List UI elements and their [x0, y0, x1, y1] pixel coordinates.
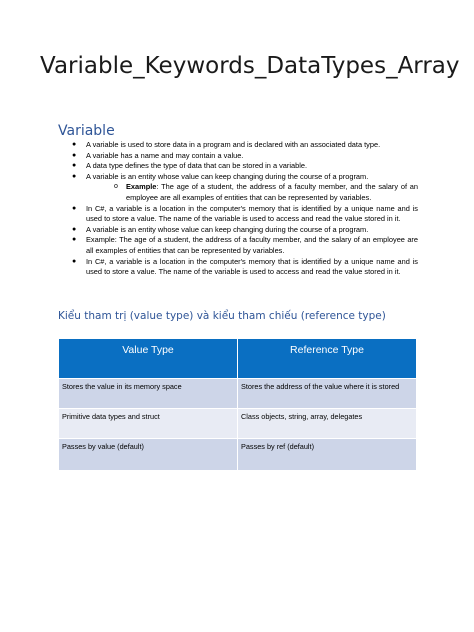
- table-cell: Class objects, string, array, delegates: [238, 409, 417, 439]
- bullet-icon: ●: [72, 162, 77, 170]
- list-item: ● A variable is an entity whose value can keep changing during the course of a program.: [72, 171, 369, 181]
- list-item: o Example: The age of a student, the address of a faculty member, and the salary of an employee are all examples of entities that can be represented by variables.: [114, 182, 418, 202]
- circle-bullet-icon: o: [114, 183, 118, 191]
- bullet-icon: ●: [72, 225, 77, 233]
- comparison-table: [58, 338, 417, 471]
- table-header-row: [59, 339, 417, 379]
- subheading: Kiểu tham trị (value type) và kiểu tham chiếu (reference type): [58, 310, 386, 322]
- bullet-icon: ●: [72, 172, 77, 180]
- table-cell: Passes by ref (default): [238, 439, 417, 471]
- list-item: ● A variable is used to store data in a program and is declared with an associated data type.: [72, 140, 381, 149]
- bullet-icon: ●: [72, 151, 77, 159]
- bullet-icon: ●: [72, 257, 77, 265]
- bullet-icon: ●: [72, 236, 77, 244]
- list-item: ● In C#, a variable is a location in the computer's memory that is identified by a unique name and is used to store a value. The name of the variable is used to access and read the value stored in it.: [72, 203, 418, 224]
- list-item: ● A data type defines the type of data that can be stored in a variable.: [72, 161, 308, 171]
- table-cell: Passes by value (default): [59, 439, 238, 471]
- table-row: [59, 439, 417, 471]
- section-heading: Variable: [58, 123, 115, 139]
- table-row: [59, 409, 417, 439]
- table-cell: Stores the address of the value where it is stored: [238, 379, 417, 409]
- list-item: ● A variable is an entity whose value can keep changing during the course of a program.: [72, 224, 369, 234]
- page-title: Variable_Keywords_DataTypes_Array: [40, 53, 460, 79]
- bullet-list: [58, 140, 418, 278]
- table-cell: Stores the value in its memory space: [59, 379, 238, 409]
- bullet-icon: ●: [72, 141, 77, 148]
- table-cell: Primitive data types and struct: [59, 409, 238, 439]
- list-item: ● Example: The age of a student, the address of a faculty member, and the salary of an employee are all examples of entities that can be represented by variables.: [72, 235, 418, 255]
- table-row: [59, 379, 417, 409]
- list-item: ● A variable has a name and may contain a value.: [72, 150, 244, 160]
- table-header-cell: Value Type: [59, 339, 238, 379]
- list-item: ● In C#, a variable is a location in the computer's memory that is identified by a unique name and is used to store a value. The name of the variable is used to access and read the value stored in it.: [72, 256, 418, 277]
- table-header-cell: Reference Type: [238, 339, 417, 379]
- bullet-icon: ●: [72, 204, 77, 212]
